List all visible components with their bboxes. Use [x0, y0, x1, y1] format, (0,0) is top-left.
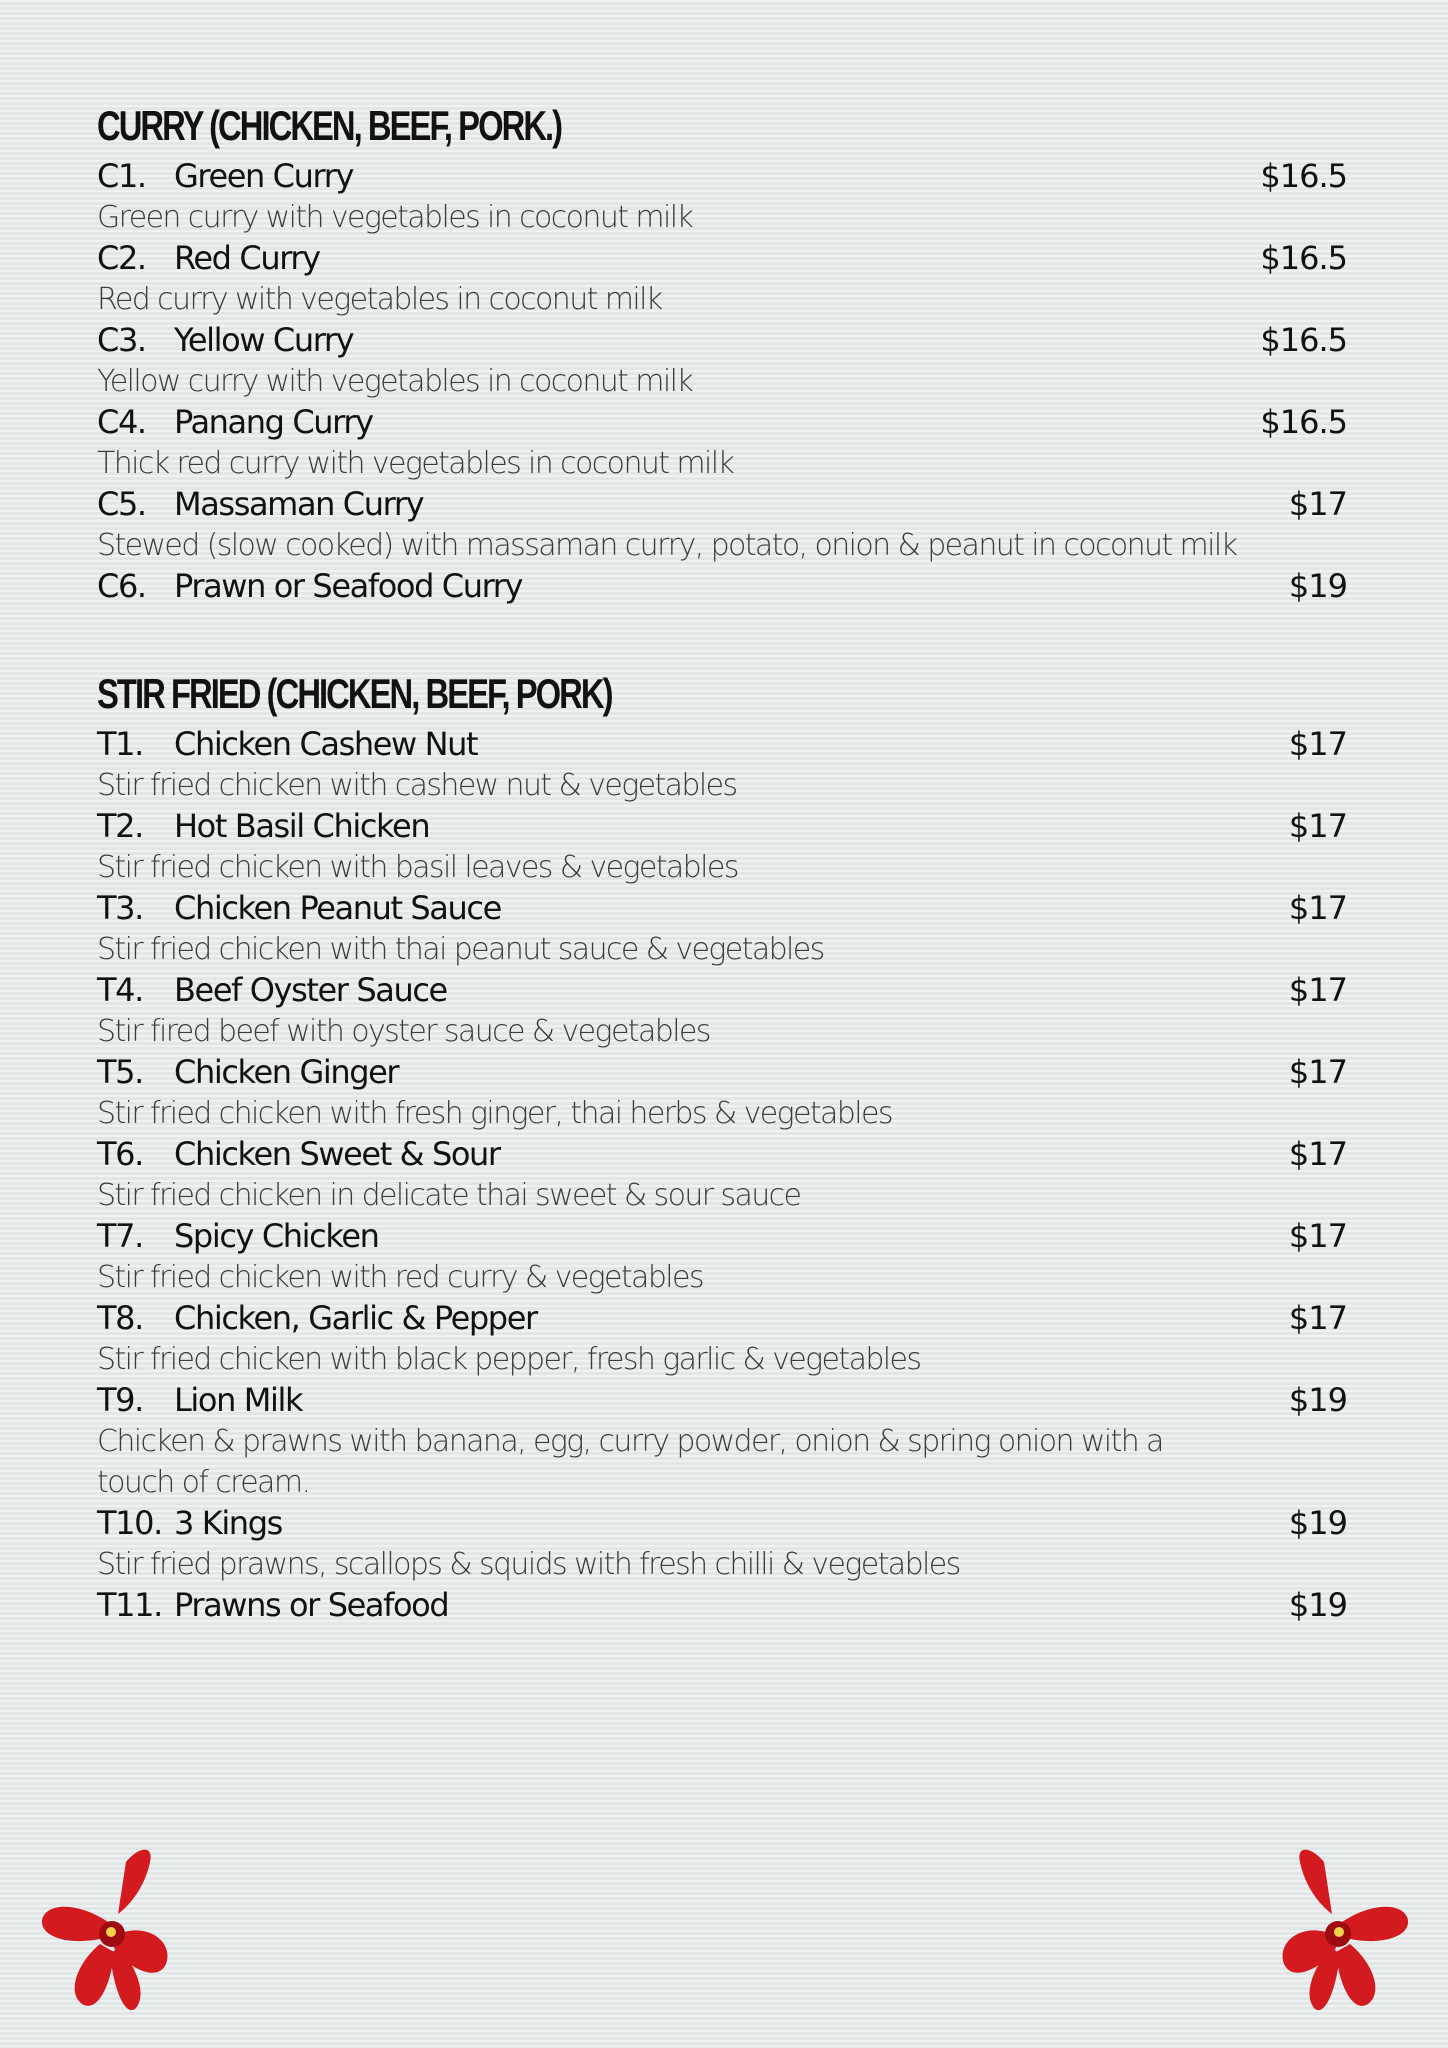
menu-item-c2	[97, 238, 1347, 279]
curry-section	[97, 96, 1347, 607]
item-name: Chicken Ginger	[174, 1053, 399, 1091]
item-name: Hot Basil Chicken	[174, 807, 430, 845]
item-price: $16.5	[1260, 403, 1347, 441]
item-description: Stir fried prawns, scallops & squids with fresh chilli & vegetables	[97, 1547, 960, 1582]
item-description: Stewed (slow cooked) with massaman curry, potato, onion & peanut in coconut milk	[97, 528, 1237, 563]
item-price: $17	[1288, 485, 1347, 523]
item-name: Prawn or Seafood Curry	[174, 567, 523, 605]
menu-item-t4	[97, 970, 1347, 1011]
item-name: Beef Oyster Sauce	[174, 971, 447, 1009]
menu-item-c6	[97, 566, 1347, 607]
item-price: $19	[1288, 567, 1347, 605]
stir-fried-section	[97, 664, 1347, 1626]
item-code: T2.	[97, 807, 143, 845]
item-description: Chicken & prawns with banana, egg, curry powder, onion & spring onion with a touch of cream.	[97, 1424, 1163, 1500]
menu-item-c3	[97, 320, 1347, 361]
red-orchid-flower-icon	[1272, 1842, 1412, 2017]
item-description: Thick red curry with vegetables in coconut milk	[97, 446, 734, 481]
item-name: Chicken Peanut Sauce	[174, 889, 501, 927]
item-description: Yellow curry with vegetables in coconut milk	[97, 364, 693, 399]
item-name: Chicken Sweet & Sour	[174, 1135, 500, 1173]
item-price: $17	[1288, 1217, 1347, 1255]
item-price: $17	[1288, 1299, 1347, 1337]
item-price: $17	[1288, 971, 1347, 1009]
item-code: T1.	[97, 725, 143, 763]
item-description: Stir fried chicken with basil leaves & vegetables	[97, 850, 738, 885]
item-price: $19	[1288, 1586, 1347, 1624]
item-name: Prawns or Seafood	[174, 1586, 449, 1624]
item-code: T9.	[97, 1381, 143, 1419]
item-description: Stir fired beef with oyster sauce & vegetables	[97, 1014, 710, 1049]
item-price: $19	[1288, 1381, 1347, 1419]
item-description: Green curry with vegetables in coconut milk	[97, 200, 693, 235]
menu-item-t2	[97, 806, 1347, 847]
item-code: C6.	[97, 567, 146, 605]
item-price: $17	[1288, 1053, 1347, 1091]
item-name: Lion Milk	[174, 1381, 303, 1419]
item-code: T6.	[97, 1135, 143, 1173]
item-price: $17	[1288, 807, 1347, 845]
item-name: 3 Kings	[174, 1504, 282, 1542]
item-description: Stir fried chicken with fresh ginger, thai herbs & vegetables	[97, 1096, 892, 1131]
item-name: Red Curry	[174, 239, 320, 277]
item-code: C1.	[97, 157, 146, 195]
menu-item-t3	[97, 888, 1347, 929]
item-description: Stir fried chicken with red curry & vegetables	[97, 1260, 703, 1295]
item-name: Green Curry	[174, 157, 353, 195]
item-code: T3.	[97, 889, 143, 927]
menu-item-t1	[97, 724, 1347, 765]
item-description: Stir fried chicken with cashew nut & vegetables	[97, 768, 737, 803]
menu-item-t11	[97, 1585, 1347, 1626]
menu-item-t10	[97, 1503, 1347, 1544]
item-code: T8.	[97, 1299, 143, 1337]
menu-item-t6	[97, 1134, 1347, 1175]
section-title: STIR FRIED (CHICKEN, BEEF, PORK)	[97, 670, 612, 717]
item-price: $17	[1288, 725, 1347, 763]
menu-item-c4	[97, 402, 1347, 443]
item-description: Stir fried chicken with black pepper, fresh garlic & vegetables	[97, 1342, 921, 1377]
item-code: C3.	[97, 321, 146, 359]
item-price: $17	[1288, 889, 1347, 927]
item-description: Red curry with vegetables in coconut milk	[97, 282, 662, 317]
item-price: $16.5	[1260, 321, 1347, 359]
item-code: T5.	[97, 1053, 143, 1091]
item-description: Stir fried chicken in delicate thai sweet & sour sauce	[97, 1178, 801, 1213]
item-code: T4.	[97, 971, 143, 1009]
red-orchid-flower-icon	[38, 1842, 178, 2017]
menu-item-c1	[97, 156, 1347, 197]
item-code: T11.	[97, 1586, 162, 1624]
menu-item-t5	[97, 1052, 1347, 1093]
item-price: $16.5	[1260, 157, 1347, 195]
menu-item-t9	[97, 1380, 1347, 1421]
item-code: T10.	[97, 1504, 162, 1542]
item-code: C4.	[97, 403, 146, 441]
menu-item-t7	[97, 1216, 1347, 1257]
item-code: C2.	[97, 239, 146, 277]
item-name: Chicken Cashew Nut	[174, 725, 478, 763]
item-name: Panang Curry	[174, 403, 373, 441]
item-code: T7.	[97, 1217, 143, 1255]
item-description: Stir fried chicken with thai peanut sauce & vegetables	[97, 932, 824, 967]
item-name: Chicken, Garlic & Pepper	[174, 1299, 537, 1337]
item-price: $19	[1288, 1504, 1347, 1542]
item-name: Spicy Chicken	[174, 1217, 379, 1255]
item-price: $17	[1288, 1135, 1347, 1173]
item-name: Massaman Curry	[174, 485, 424, 523]
item-name: Yellow Curry	[174, 321, 354, 359]
section-title: CURRY (CHICKEN, BEEF, PORK.)	[97, 102, 562, 149]
item-code: C5.	[97, 485, 146, 523]
item-price: $16.5	[1260, 239, 1347, 277]
menu-item-t8	[97, 1298, 1347, 1339]
menu-item-c5	[97, 484, 1347, 525]
